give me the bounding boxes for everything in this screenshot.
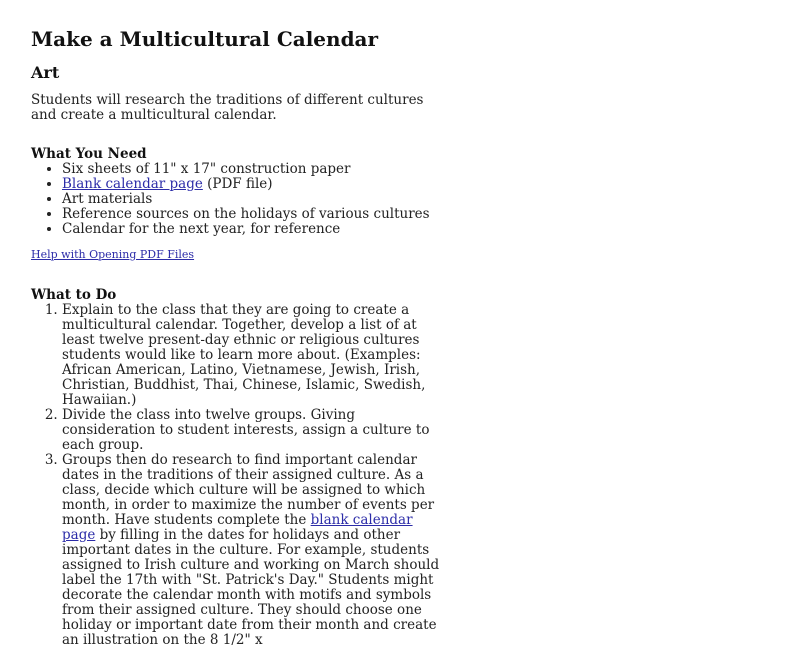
subject-heading: Art	[31, 63, 60, 82]
step-item	[62, 408, 441, 453]
list-item	[62, 177, 441, 192]
steps-list	[31, 303, 441, 648]
list-item-text: Six sheets of 11" x 17" construction paper	[62, 161, 351, 177]
step-item	[62, 303, 441, 408]
step-text: Explain to the class that they are going to create a multicultural calendar. Together, develop a list of at least twelve present-day ethnic or religious cultures students would like to learn more about. (Examples: African American, Latino, Vietnamese, Jewish, Irish, Christian, Buddhist, Thai, Chinese, Islamic, Swedish, Hawaiian.)	[62, 302, 426, 408]
blank-calendar-page-inline-link[interactable]: blank calendar page	[62, 512, 413, 543]
list-item	[62, 207, 441, 222]
what-you-need-heading: What You Need	[31, 146, 147, 162]
list-item-text: Reference sources on the holidays of various cultures	[62, 206, 430, 222]
list-item-text: Calendar for the next year, for reference	[62, 221, 341, 237]
list-item-text: Art materials	[62, 191, 153, 207]
list-item	[62, 162, 441, 177]
step-text: Divide the class into twelve groups. Giving consideration to student interests, assign a culture to each group.	[62, 407, 430, 453]
lesson-page	[31, 26, 441, 648]
step-item	[62, 453, 441, 648]
page-title: Make a Multicultural Calendar	[31, 27, 379, 51]
list-item	[62, 222, 441, 237]
list-item-text: (PDF file)	[202, 176, 273, 192]
what-to-do-section	[31, 288, 441, 648]
blank-calendar-page-link[interactable]: Blank calendar page	[62, 176, 203, 192]
step-text: by filling in the dates for holidays and other important dates in the culture. For example, students assigned to Irish culture and working on March should label the 17th with "St. Patrick's Day." Students might decorate the calendar month with motifs and symbols from their assigned culture. They should choose one holiday or important date from their month and create an illustration on the 8 1/2" x	[62, 527, 440, 648]
help-opening-pdf-link[interactable]: Help with Opening PDF Files	[31, 248, 195, 261]
materials-list	[31, 162, 441, 237]
intro-paragraph: Students will research the traditions of different cultures and create a multicultural calendar.	[31, 92, 424, 123]
list-item	[62, 192, 441, 207]
what-to-do-heading: What to Do	[31, 287, 117, 303]
what-you-need-section	[31, 147, 441, 262]
step-text: Groups then do research to find important calendar dates in the traditions of their assigned culture. As a class, decide which culture will be assigned to which month, in order to maximize the number of events per month. Have students complete the	[62, 452, 435, 528]
